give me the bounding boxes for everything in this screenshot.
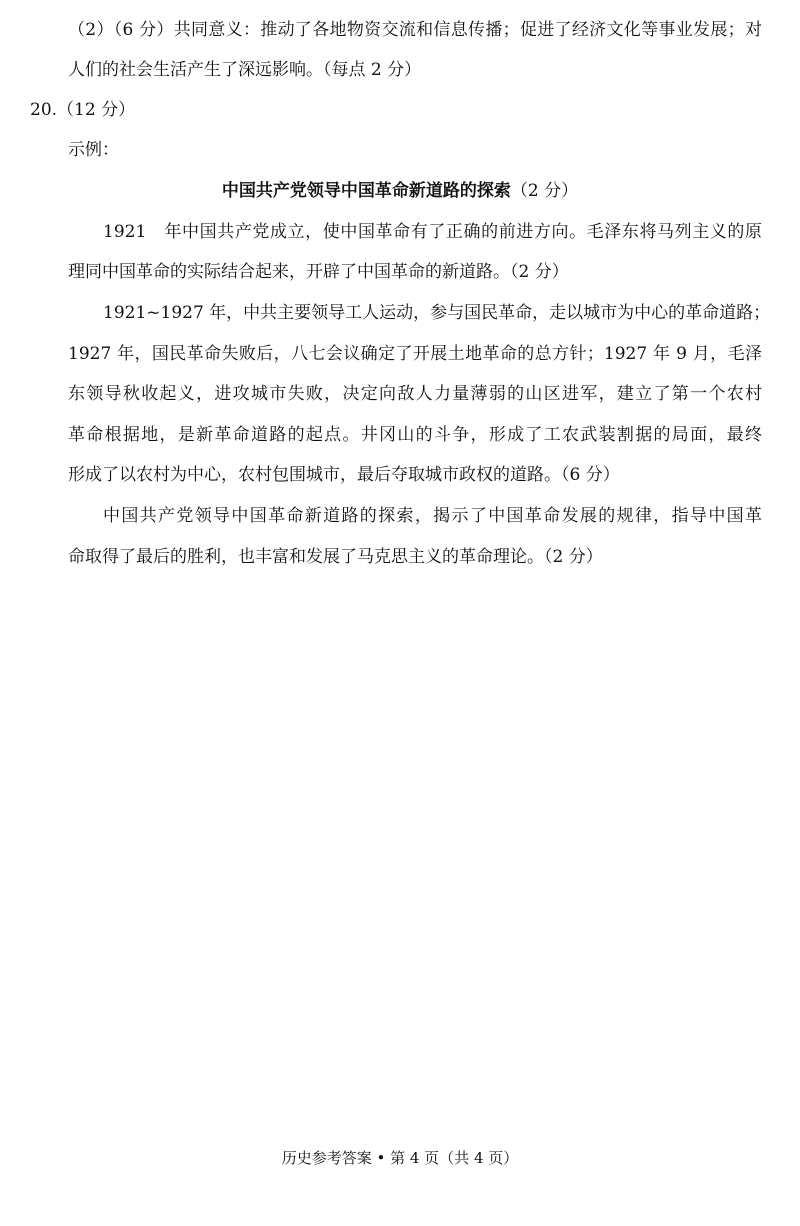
essay-title-score: （2 分） bbox=[510, 181, 579, 201]
paragraph-line: 命取得了最后的胜利，也丰富和发展了马克思主义的革命理论。（2 分） bbox=[68, 547, 603, 567]
answer-line: （2）（6 分）共同意义：推动了各地物资交流和信息传播；促进了经济文化等事业发展；对 bbox=[68, 20, 762, 40]
paragraph-line: 形成了以农村为中心，农村包围城市，最后夺取城市政权的道路。（6 分） bbox=[68, 465, 620, 485]
answer-line: 人们的社会生活产生了深远影响。（每点 2 分） bbox=[68, 60, 422, 80]
question-number: 20.（12 分） bbox=[30, 100, 136, 120]
paragraph-line: 1921~1927 年，中共主要领导工人运动，参与国民革命，走以城市为中心的革命道路； bbox=[103, 303, 771, 323]
paragraph-line: 东领导秋收起义，进攻城市失败，决定向敌人力量薄弱的山区进军，建立了第一个农村 bbox=[68, 384, 762, 404]
page-footer: 历史参考答案 • 第 4 页（共 4 页） bbox=[281, 1149, 519, 1167]
paragraph-line: 中国共产党领导中国革命新道路的探索，揭示了中国革命发展的规律，指导中国革 bbox=[103, 506, 762, 526]
paragraph-line: 理同中国革命的实际结合起来，开辟了中国革命的新道路。（2 分） bbox=[68, 262, 569, 282]
paragraph-line: 1927 年，国民革命失败后，八七会议确定了开展土地革命的总方针；1927 年 9 月，毛泽 bbox=[68, 344, 762, 364]
essay-title bbox=[0, 179, 800, 203]
essay-title-text: 中国共产党领导中国革命新道路的探索 bbox=[221, 181, 511, 201]
paragraph-line: 革命根据地，是新革命道路的起点。井冈山的斗争，形成了工农武装割据的局面，最终 bbox=[68, 425, 762, 445]
example-label: 示例： bbox=[68, 140, 119, 160]
paragraph-line: 1921 年中国共产党成立，使中国革命有了正确的前进方向。毛泽东将马列主义的原 bbox=[103, 222, 762, 242]
